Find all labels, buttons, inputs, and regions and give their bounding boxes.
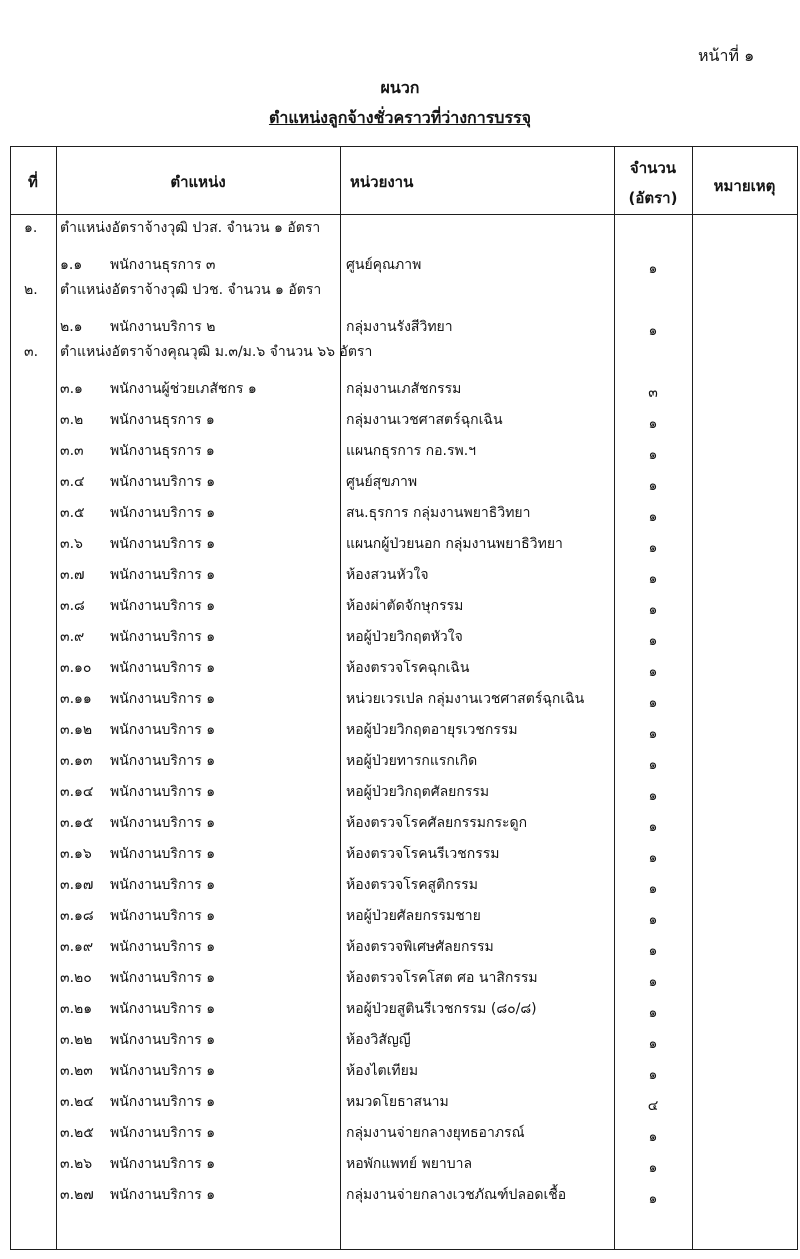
row-count: ๔: [647, 1098, 659, 1114]
header-count-line2: (อัตรา): [628, 189, 678, 207]
row-unit: กลุ่มงานจ่ายกลางเวชภัณฑ์ปลอดเชื้อ: [346, 1187, 567, 1203]
row-code: ๓.๑๑: [60, 691, 92, 707]
row-unit: กลุ่มงานรังสีวิทยา: [346, 319, 453, 335]
row-code: ๓.๙: [60, 629, 85, 645]
row-position: พนักงานบริการ ๑: [110, 1125, 216, 1141]
row-unit: แผนกผู้ป่วยนอก กลุ่มงานพยาธิวิทยา: [346, 536, 563, 552]
row-count: ๑: [648, 912, 658, 928]
column-divider-count: [692, 146, 693, 1250]
row-count: ๑: [648, 261, 658, 277]
column-divider-position: [340, 146, 341, 1250]
row-unit: กลุ่มงานเภสัชกรรม: [346, 381, 462, 397]
row-code: ๓.๑: [60, 381, 83, 397]
table-border-top: [10, 146, 798, 147]
row-count: ๑: [648, 571, 658, 587]
row-code: ๓.๑๖: [60, 846, 92, 862]
row-code: ๓.๒: [60, 412, 84, 428]
row-position: พนักงานบริการ ๑: [110, 1094, 216, 1110]
column-divider-no: [56, 146, 57, 1250]
row-code: ๓.๘: [60, 598, 85, 614]
header-position: ตำแหน่ง: [170, 173, 226, 191]
row-unit: ห้องวิสัญญี: [346, 1032, 411, 1048]
row-code: ๓.๒๒: [60, 1032, 93, 1048]
header-remark: หมายเหตุ: [713, 177, 776, 195]
header-unit: หน่วยงาน: [350, 173, 414, 191]
header-separator: [10, 214, 798, 215]
row-position: พนักงานบริการ ๑: [110, 846, 216, 862]
section-heading: ตำแหน่งอัตราจ้างวุฒิ ปวส. จำนวน ๑ อัตรา: [60, 220, 321, 236]
row-unit: ห้องตรวจโรคโสต ศอ นาสิกรรม: [346, 970, 538, 986]
row-unit: หอผู้ป่วยศัลยกรรมชาย: [346, 908, 481, 924]
table-border-right: [797, 146, 798, 1250]
row-code: ๓.๒๖: [60, 1156, 93, 1172]
row-unit: ห้องตรวจโรคนรีเวชกรรม: [346, 846, 500, 862]
row-code: ๓.๓: [60, 443, 84, 459]
row-unit: หอพักแพทย์ พยาบาล: [346, 1156, 473, 1172]
row-count: ๑: [648, 602, 658, 618]
row-position: พนักงานบริการ ๑: [110, 939, 216, 955]
row-unit: สน.ธุรการ กลุ่มงานพยาธิวิทยา: [346, 505, 531, 521]
row-position: พนักงานบริการ ๑: [110, 970, 216, 986]
row-count: ๑: [648, 540, 658, 556]
row-unit: ห้องตรวจโรคศัลยกรรมกระดูก: [346, 815, 528, 831]
row-code: ๓.๑๒: [60, 722, 93, 738]
row-position: พนักงานผู้ช่วยเภสัชกร ๑: [110, 381, 257, 397]
row-unit: หอผู้ป่วยวิกฤตศัลยกรรม: [346, 784, 490, 800]
row-unit: หมวดโยธาสนาม: [346, 1094, 449, 1110]
row-position: พนักงานบริการ ๑: [110, 691, 216, 707]
document-subtitle: ตำแหน่งลูกจ้างชั่วคราวที่ว่างการบรรจุ: [268, 108, 532, 127]
row-position: พนักงานบริการ ๑: [110, 629, 216, 645]
row-count: ๑: [648, 1191, 658, 1207]
row-code: ๓.๔: [60, 474, 85, 490]
row-unit: หอผู้ป่วยวิกฤตหัวใจ: [346, 629, 463, 645]
row-count: ๓: [648, 385, 658, 401]
row-unit: ห้องไตเทียม: [346, 1063, 419, 1079]
row-count: ๑: [648, 1129, 658, 1145]
row-count: ๑: [648, 881, 658, 897]
row-count: ๑: [648, 850, 658, 866]
row-code: ๓.๒๗: [60, 1187, 94, 1203]
row-count: ๑: [648, 664, 658, 680]
row-count: ๑: [648, 757, 658, 773]
row-position: พนักงานธุรการ ๑: [110, 412, 215, 428]
row-count: ๑: [648, 974, 658, 990]
row-count: ๑: [648, 416, 658, 432]
row-unit: หอผู้ป่วยสูตินรีเวชกรรม (๘๐/๘): [346, 1001, 537, 1017]
row-position: พนักงานบริการ ๒: [110, 319, 216, 335]
row-code: ๓.๑๘: [60, 908, 94, 924]
row-position: พนักงานบริการ ๑: [110, 908, 216, 924]
row-code: ๓.๒๓: [60, 1063, 93, 1079]
row-code: ๓.๑๗: [60, 877, 94, 893]
row-position: พนักงานธุรการ ๓: [110, 257, 216, 273]
row-code: ๓.๑๐: [60, 660, 92, 676]
row-code: ๓.๒๑: [60, 1001, 93, 1017]
row-unit: หอผู้ป่วยวิกฤตอายุรเวชกรรม: [346, 722, 518, 738]
section-number: ๓.: [24, 344, 39, 360]
row-count: ๑: [648, 1005, 658, 1021]
row-position: พนักงานบริการ ๑: [110, 753, 216, 769]
row-count: ๑: [648, 447, 658, 463]
table-border-left: [10, 146, 11, 1250]
row-count: ๑: [648, 633, 658, 649]
row-unit: ศูนย์คุณภาพ: [346, 257, 422, 273]
row-unit: หอผู้ป่วยทารกแรกเกิด: [346, 753, 478, 769]
row-unit: กลุ่มงานเวชศาสตร์ฉุกเฉิน: [346, 412, 503, 428]
row-code: ๓.๑๔: [60, 784, 94, 800]
row-code: ๓.๗: [60, 567, 85, 583]
row-position: พนักงานบริการ ๑: [110, 598, 216, 614]
row-unit: ห้องตรวจพิเศษศัลยกรรม: [346, 939, 494, 955]
row-position: พนักงานบริการ ๑: [110, 567, 216, 583]
row-unit: หน่วยเวรเปล กลุ่มงานเวชศาสตร์ฉุกเฉิน: [346, 691, 585, 707]
row-count: ๑: [648, 695, 658, 711]
row-count: ๑: [648, 943, 658, 959]
row-position: พนักงานบริการ ๑: [110, 1187, 216, 1203]
row-code: ๓.๑๙: [60, 939, 94, 955]
row-count: ๑: [648, 819, 658, 835]
row-code: ๓.๑๕: [60, 815, 94, 831]
row-code: ๓.๖: [60, 536, 83, 552]
row-position: พนักงานธุรการ ๑: [110, 443, 215, 459]
row-code: ๓.๒๕: [60, 1125, 94, 1141]
row-position: พนักงานบริการ ๑: [110, 1001, 216, 1017]
section-heading: ตำแหน่งอัตราจ้างคุณวุฒิ ม.๓/ม.๖ จำนวน ๖๖ อัตรา: [60, 344, 373, 360]
row-position: พนักงานบริการ ๑: [110, 660, 216, 676]
row-unit: ห้องตรวจโรคฉุกเฉิน: [346, 660, 470, 676]
row-unit: กลุ่มงานจ่ายกลางยุทธอาภรณ์: [346, 1125, 525, 1141]
row-count: ๑: [648, 726, 658, 742]
row-position: พนักงานบริการ ๑: [110, 505, 216, 521]
row-unit: ห้องสวนหัวใจ: [346, 567, 429, 583]
row-position: พนักงานบริการ ๑: [110, 815, 216, 831]
row-count: ๑: [648, 1067, 658, 1083]
row-unit: ศูนย์สุขภาพ: [346, 474, 418, 490]
document-title: ผนวก: [380, 78, 420, 97]
section-heading: ตำแหน่งอัตราจ้างวุฒิ ปวช. จำนวน ๑ อัตรา: [60, 282, 322, 298]
row-position: พนักงานบริการ ๑: [110, 1156, 216, 1172]
row-unit: แผนกธุรการ กอ.รพ.ฯ: [346, 443, 477, 459]
table-border-bottom: [10, 1249, 798, 1250]
row-count: ๑: [648, 478, 658, 494]
row-position: พนักงานบริการ ๑: [110, 474, 216, 490]
vacancy-table: [10, 146, 798, 1250]
section-number: ๑.: [24, 220, 38, 236]
row-code: ๓.๒๐: [60, 970, 92, 986]
row-count: ๑: [648, 323, 658, 339]
row-position: พนักงานบริการ ๑: [110, 722, 216, 738]
row-code: ๑.๑: [60, 257, 83, 273]
row-count: ๑: [648, 788, 658, 804]
row-position: พนักงานบริการ ๑: [110, 877, 216, 893]
row-code: ๓.๑๓: [60, 753, 93, 769]
header-no: ที่: [28, 173, 38, 191]
row-code: ๒.๑: [60, 319, 83, 335]
row-unit: ห้องตรวจโรคสูติกรรม: [346, 877, 478, 893]
row-position: พนักงานบริการ ๑: [110, 1032, 216, 1048]
header-count-line1: จำนวน: [629, 159, 677, 177]
row-position: พนักงานบริการ ๑: [110, 1063, 216, 1079]
row-code: ๓.๕: [60, 505, 85, 521]
page-number: หน้าที่ ๑: [698, 46, 755, 65]
row-count: ๑: [648, 509, 658, 525]
row-count: ๑: [648, 1160, 658, 1176]
section-number: ๒.: [24, 282, 38, 298]
row-position: พนักงานบริการ ๑: [110, 536, 216, 552]
row-position: พนักงานบริการ ๑: [110, 784, 216, 800]
row-count: ๑: [648, 1036, 658, 1052]
row-unit: ห้องผ่าตัดจักษุกรรม: [346, 598, 464, 614]
row-code: ๓.๒๔: [60, 1094, 94, 1110]
